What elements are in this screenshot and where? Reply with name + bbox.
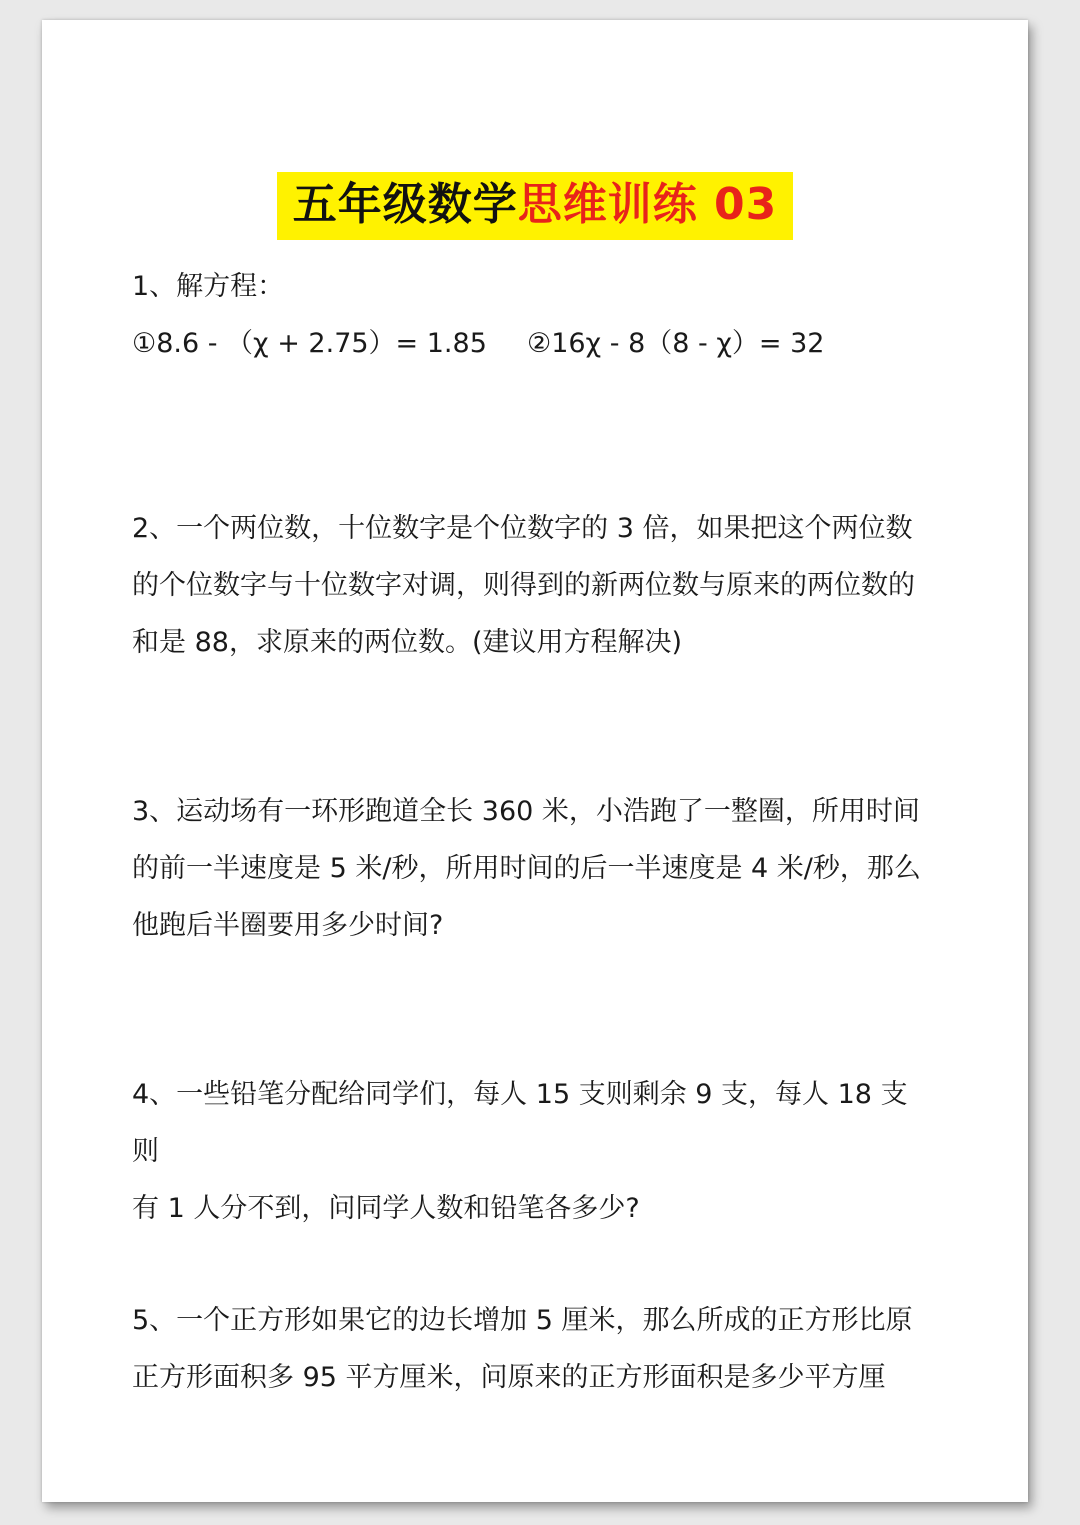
question-3-line: 3、运动场有一环形跑道全长 360 米，小浩跑了一整圈，所用时间 xyxy=(132,796,920,827)
question-4-line: 4、一些铅笔分配给同学们，每人 15 支则剩余 9 支，每人 18 支则 xyxy=(132,1079,908,1167)
title-part-red: 思维训练 03 xyxy=(517,179,778,230)
question-1 xyxy=(132,258,922,372)
question-2 xyxy=(132,500,922,671)
question-2-line: 2、一个两位数，十位数字是个位数字的 3 倍，如果把这个两位数 xyxy=(132,513,913,544)
question-4 xyxy=(132,1066,922,1237)
question-3 xyxy=(132,783,922,954)
question-2-line: 的个位数字与十位数字对调，则得到的新两位数与原来的两位数的 xyxy=(132,570,915,601)
question-5-line: 5、一个正方形如果它的边长增加 5 厘米，那么所成的正方形比原 xyxy=(132,1305,913,1336)
equation-2: ②16χ - 8（8 - χ）= 32 xyxy=(527,328,825,359)
equation-row xyxy=(132,315,922,372)
title-part-black: 五年级数学 xyxy=(292,179,518,230)
question-2-line: 和是 88，求原来的两位数。(建议用方程解决) xyxy=(132,627,683,658)
question-3-line: 的前一半速度是 5 米/秒，所用时间的后一半速度是 4 米/秒，那么 xyxy=(132,853,921,884)
worksheet-page xyxy=(42,20,1028,1502)
worksheet-title xyxy=(277,172,794,240)
question-5 xyxy=(132,1292,922,1406)
equation-1: ①8.6 - （χ + 2.75）= 1.85 xyxy=(132,328,487,359)
question-3-line: 他跑后半圈要用多少时间? xyxy=(132,910,444,941)
title-wrap xyxy=(42,172,1028,240)
question-5-line: 正方形面积多 95 平方厘米，问原来的正方形面积是多少平方厘 xyxy=(132,1362,886,1393)
question-1-label: 1、解方程： xyxy=(132,271,285,302)
question-4-line: 有 1 人分不到，问同学人数和铅笔各多少? xyxy=(132,1193,640,1224)
